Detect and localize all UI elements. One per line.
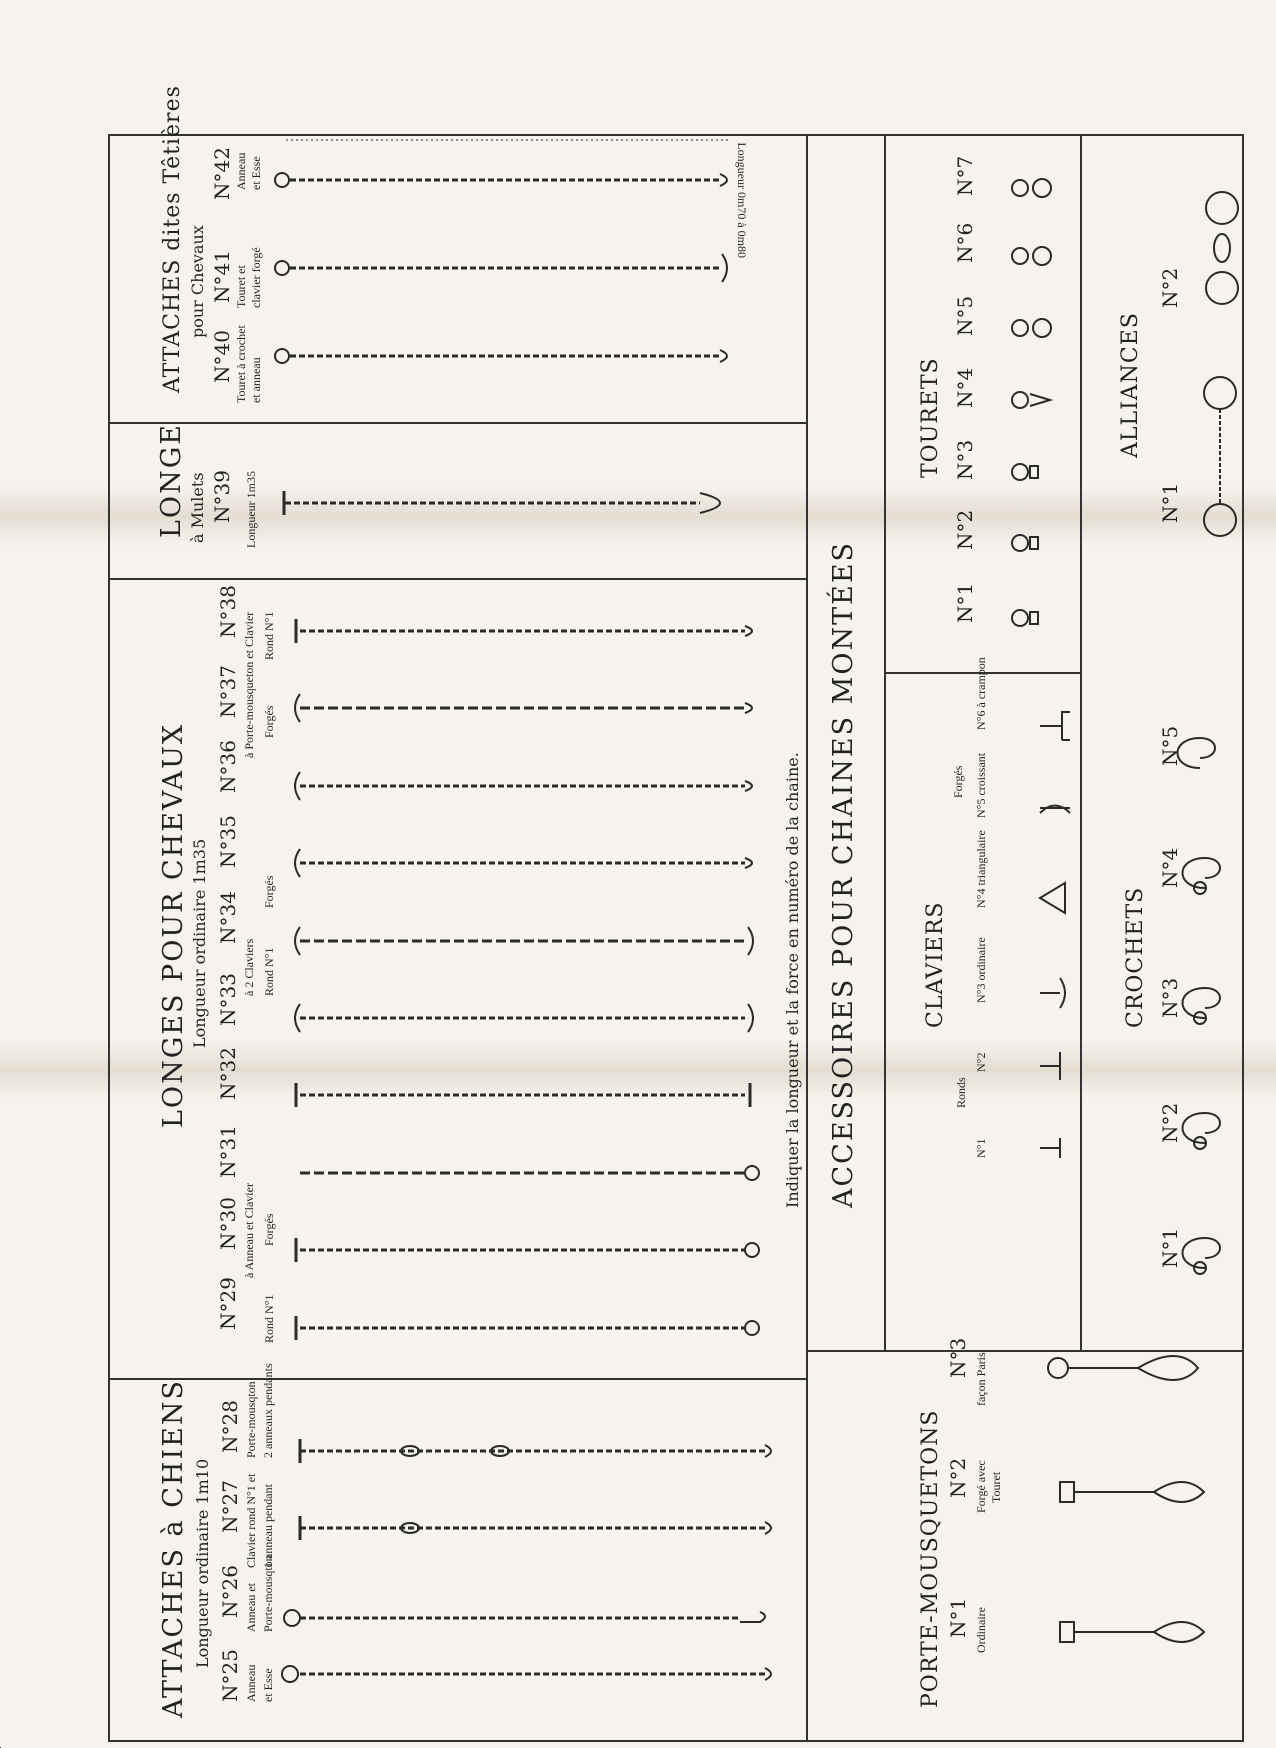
chevaux-num-38: N°38 [216, 585, 240, 638]
tourets-num-3: N°3 [953, 439, 977, 480]
claviers-num-1: N°1 [974, 1138, 988, 1158]
chain-40 [275, 349, 727, 363]
touret-6 [1012, 247, 1051, 265]
tetieres-desc-42a: Anneau [234, 152, 248, 190]
clavier-2 [1040, 1052, 1060, 1080]
chevaux-note: Indiquer la longueur et la force en numéro de la chaine. [783, 752, 802, 1208]
chiens-desc-27b: 1 anneau pendant [261, 1484, 275, 1568]
claviers-title: CLAVIERS [923, 901, 948, 1028]
pm-desc-1: Ordinaire [974, 1607, 988, 1653]
touret-4 [1012, 392, 1050, 408]
tourets-num-7: N°7 [953, 155, 977, 196]
pm-num-2: N°2 [946, 1457, 970, 1498]
clavier-1 [1040, 1138, 1060, 1158]
tetieres-desc-41a: Touret et [234, 265, 248, 308]
mulets-num: N°39 [210, 470, 234, 523]
chain-27 [0, 1516, 771, 1748]
crochet-4 [1183, 858, 1221, 894]
chain-32 [296, 1083, 750, 1107]
porte-mousqueton-2 [1060, 1482, 1204, 1502]
chain-30 [296, 1238, 759, 1262]
crochets-title: CROCHETS [1123, 886, 1148, 1028]
clavier-5 [1040, 806, 1070, 814]
tetieres-desc-42b: et Esse [249, 156, 263, 190]
tourets-title: TOURETS [918, 357, 943, 478]
chiens-num-25: N°25 [218, 1649, 242, 1702]
claviers-num-3: N°3 ordinaire [974, 937, 988, 1003]
porte-mousquetons-title: PORTE-MOUSQUETONS [918, 1409, 943, 1708]
tetieres-num-42: N°42 [210, 147, 234, 200]
chain-29 [296, 1316, 759, 1340]
touret-7 [1012, 179, 1051, 197]
tetieres-num-40: N°40 [210, 330, 234, 383]
chevaux-group-a: à Anneau et Clavier [242, 1183, 256, 1278]
chain-33 [295, 1004, 753, 1032]
crochet-1 [1183, 1238, 1221, 1274]
clavier-6 [1040, 712, 1070, 740]
touret-3 [1012, 464, 1038, 480]
chiens-subtitle: Longueur ordinaire 1m10 [193, 1458, 212, 1668]
chain-25 [282, 1666, 771, 1682]
chain-38 [296, 619, 752, 643]
tetieres-title: ATTACHES dites Têtières [160, 85, 185, 393]
pm-desc-3: façon Paris [974, 1352, 988, 1406]
mulets-subtitle: à Mulets [188, 472, 207, 543]
touret-2 [1012, 535, 1038, 551]
chiens-num-28: N°28 [218, 1400, 242, 1453]
chevaux-num-37: N°37 [216, 665, 240, 718]
chiens-num-26: N°26 [218, 1565, 242, 1618]
alliances-num-1: N°1 [1158, 482, 1182, 523]
chain-28 [300, 1439, 771, 1463]
pm-num-1: N°1 [946, 1597, 970, 1638]
alliance-2 [1206, 192, 1238, 304]
claviers-num-2: N°2 [974, 1052, 988, 1072]
claviers-num-4: N°4 triangulaire [974, 830, 988, 908]
crochets-num-2: N°2 [1158, 1102, 1182, 1143]
tetieres-desc-40a: Touret à crochet [234, 325, 248, 403]
mulets-length: Longueur 1m35 [244, 471, 258, 548]
tourets-num-4: N°4 [953, 367, 977, 408]
clavier-4 [1040, 883, 1065, 913]
chain-36 [295, 772, 752, 800]
touret-5 [1012, 319, 1051, 337]
claviers-ronds: Ronds [954, 1077, 968, 1108]
chevaux-num-34: N°34 [216, 891, 240, 944]
chiens-desc-25a: Anneau [244, 1664, 258, 1702]
tetieres-length: Longueur 0m70 à 0m80 [735, 142, 749, 258]
chain-39 [284, 491, 720, 515]
alliance-1 [1204, 377, 1236, 536]
crochet-2 [1183, 1113, 1221, 1149]
porte-mousqueton-1 [1060, 1622, 1204, 1642]
crochets-num-4: N°4 [1158, 847, 1182, 888]
tourets-num-5: N°5 [953, 295, 977, 336]
alliances-title: ALLIANCES [1118, 312, 1143, 458]
chain-31 [300, 1166, 759, 1180]
chain-41 [275, 254, 727, 282]
chevaux-num-36: N°36 [216, 740, 240, 793]
claviers-num-6: N°6 à crampon [974, 657, 988, 730]
chevaux-group-b: à 2 Claviers [242, 938, 256, 996]
chevaux-rond-32: Rond N°1 [262, 947, 276, 996]
chevaux-forges-b: Forgés [262, 875, 276, 908]
chiens-num-27: N°27 [218, 1480, 242, 1533]
tetieres-desc-40b: et anneau [249, 357, 263, 403]
chiens-desc-28b: 2 anneaux pendants [261, 1363, 275, 1458]
chevaux-subtitle: Longueur ordinaire 1m35 [190, 838, 209, 1048]
chiens-desc-28a: Porte-mousqton [244, 1381, 258, 1458]
chevaux-num-29: N°29 [216, 1277, 240, 1330]
chain-42 [275, 140, 730, 187]
pm-num-3: N°3 [946, 1337, 970, 1378]
touret-1 [1012, 610, 1038, 626]
chevaux-num-35: N°35 [216, 815, 240, 868]
tourets-num-6: N°6 [953, 222, 977, 263]
chevaux-title: LONGES POUR CHEVAUX [158, 722, 189, 1128]
tourets-num-1: N°1 [953, 582, 977, 623]
tourets-num-2: N°2 [953, 509, 977, 550]
chiens-desc-26a: Anneau et [244, 1583, 258, 1632]
crochets-num-3: N°3 [1158, 977, 1182, 1018]
chevaux-rond-38: Rond N°1 [262, 611, 276, 660]
tetieres-subtitle: pour Chevaux [188, 225, 207, 338]
chain-34 [295, 927, 753, 955]
chevaux-forges-c: Forgés [262, 705, 276, 738]
tetieres-desc-41b: clavier forgé [249, 247, 263, 308]
chevaux-num-31: N°31 [216, 1125, 240, 1178]
crochet-5 [1178, 738, 1216, 768]
porte-mousqueton-3 [1048, 1356, 1198, 1380]
claviers-forges: Forgés [951, 765, 965, 798]
chevaux-group-c: à Porte-mousqueton et Clavier [242, 611, 256, 758]
tetieres-num-41: N°41 [210, 250, 234, 303]
chain-26 [284, 1610, 765, 1626]
crochets-num-5: N°5 [1158, 725, 1182, 766]
mulets-title: LONGE [156, 423, 187, 538]
crochets-num-1: N°1 [1158, 1227, 1182, 1268]
claviers-num-5: N°5 croissant [974, 752, 988, 818]
chevaux-num-30: N°30 [216, 1197, 240, 1250]
chiens-desc-27a: Clavier rond N°1 et [244, 1473, 258, 1568]
chevaux-num-33: N°33 [216, 973, 240, 1026]
chain-35 [295, 849, 752, 877]
accessoires-title: ACCESSOIRES POUR CHAINES MONTÉES [828, 540, 859, 1208]
pm-desc-2a: Forgé avec [974, 1460, 988, 1513]
chiens-desc-25b: et Esse [261, 1668, 275, 1702]
chiens-title: ATTACHES à CHIENS [158, 1379, 189, 1718]
chain-37 [295, 694, 752, 722]
alliances-num-2: N°2 [1158, 267, 1182, 308]
chevaux-rond-29: Rond N°1 [262, 1294, 276, 1343]
pm-desc-2b: Touret [989, 1471, 1003, 1503]
crochet-3 [1183, 988, 1221, 1024]
chevaux-forges-a: Forgés [262, 1213, 276, 1246]
chiens-desc-26b: Porte-mousqton [261, 1555, 275, 1632]
clavier-3 [1040, 978, 1065, 1008]
chevaux-num-32: N°32 [216, 1047, 240, 1100]
